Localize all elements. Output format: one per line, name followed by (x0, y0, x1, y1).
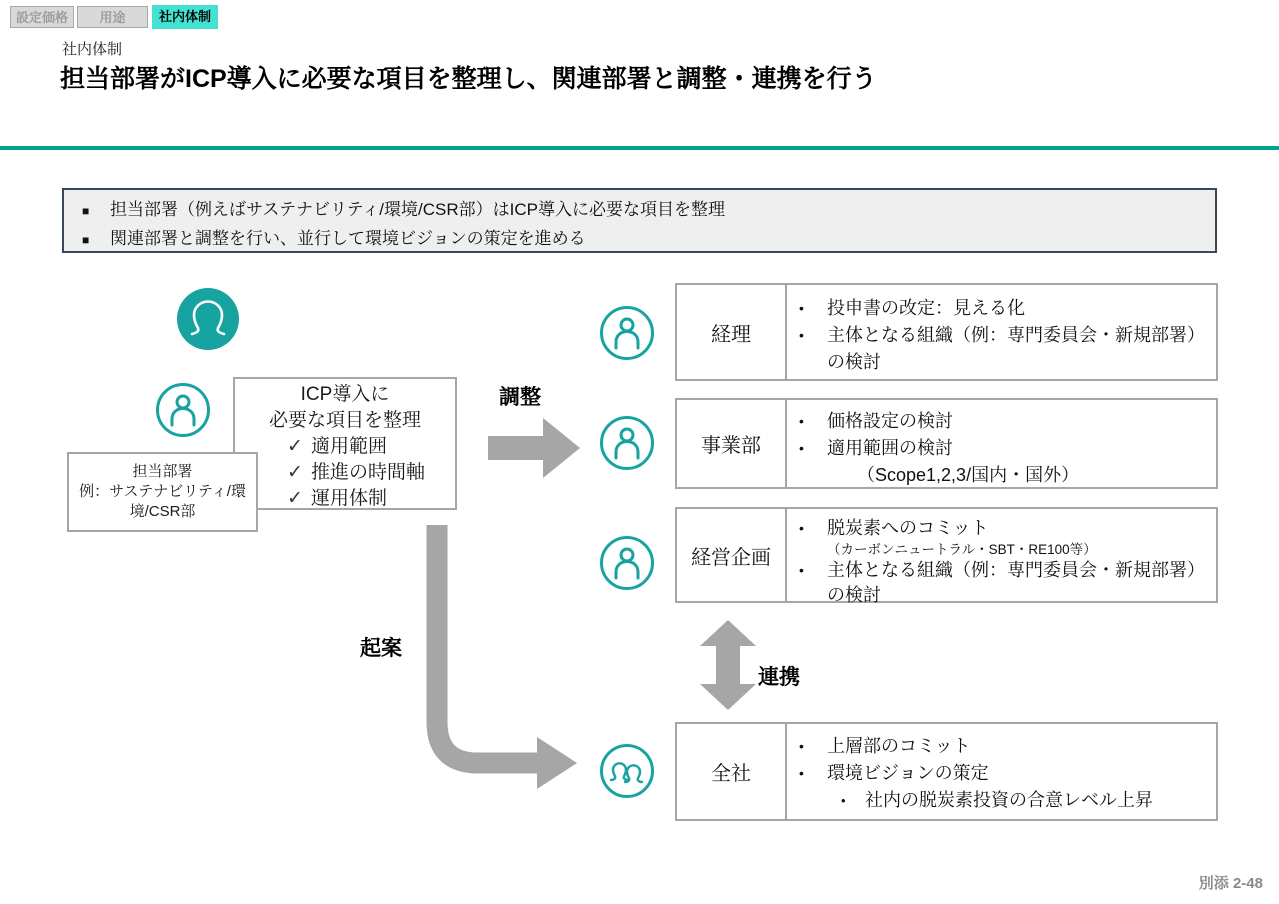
dot-bullet-icon: • (841, 793, 846, 808)
tab-shanai-taisei[interactable]: 社内体制 (152, 5, 218, 29)
dot-bullet-icon: • (799, 765, 804, 781)
check-icon: ✓ (287, 462, 303, 483)
task-box-title-line2: 必要な項目を整理 (268, 410, 421, 431)
check-item (235, 486, 455, 512)
dept-content (787, 724, 1216, 819)
dept-name: 全社 (677, 724, 787, 819)
dept-bullet-text: 投申書の改定：見える化 (827, 298, 1025, 318)
section-eyebrow: 社内体制 (62, 41, 123, 58)
summary-bullet-text: 関連部署と調整を行い、並行して環境ビジョンの策定を進める (110, 229, 586, 248)
dept-bullet-text: 適用範囲の検討 (827, 438, 953, 458)
dot-bullet-icon: • (799, 300, 804, 316)
tab-settei-kakaku[interactable]: 設定価格 (10, 6, 74, 28)
dot-bullet-icon: • (799, 738, 804, 754)
dept-bullet (799, 295, 1208, 322)
collaborate-label: 連携 (758, 666, 800, 689)
check-item-text: 推進の時間軸 (311, 462, 426, 483)
dept-bullet-text: 上層部のコミット (827, 736, 971, 756)
adjust-label: 調整 (499, 386, 541, 409)
dept-content (787, 285, 1216, 379)
task-box-title-line1: ICP導入に (300, 384, 390, 405)
task-box (233, 377, 457, 510)
check-item-text: 適用範囲 (311, 436, 388, 457)
dept-row-jigyobu (675, 398, 1218, 489)
page-number: 別添 2-48 (1198, 875, 1263, 892)
dot-bullet-icon: • (799, 520, 804, 536)
tab-yoto[interactable]: 用途 (77, 6, 148, 28)
check-item-text: 運用体制 (311, 488, 388, 509)
dept-bullet-text: 主体となる組織（例：専門委員会・新規部署）の検討 (827, 325, 1205, 372)
double-arrow-icon (699, 620, 757, 710)
draft-label: 起案 (360, 637, 402, 660)
right-arrow-icon (488, 418, 582, 480)
dept-box (67, 452, 258, 532)
check-icon: ✓ (287, 436, 303, 457)
person-filled-icon (177, 288, 239, 350)
dept-name: 経営企画 (677, 509, 787, 601)
dept-sub-bullet (799, 787, 1208, 814)
dept-bullet-text: 価格設定の検討 (827, 411, 953, 431)
curved-arrow-icon (420, 520, 590, 800)
dept-box-subtitle: 例：サステナビリティ/環境/CSR部 (79, 483, 246, 520)
check-item (235, 434, 455, 460)
dept-row-keiri (675, 283, 1218, 381)
dot-bullet-icon: • (799, 327, 804, 343)
dept-name: 事業部 (677, 400, 787, 487)
dot-bullet-icon: • (799, 440, 804, 456)
dot-bullet-icon: • (799, 413, 804, 429)
check-item (235, 460, 455, 486)
person-outline-icon (599, 535, 655, 591)
dept-bullet-text: 環境ビジョンの策定 (827, 763, 989, 783)
summary-bullet (82, 196, 1205, 225)
dept-bullet (799, 408, 1208, 435)
dept-row-zensha (675, 722, 1218, 821)
dept-bullet (799, 516, 1208, 541)
dept-bullet-text: 脱炭素へのコミット (827, 518, 989, 538)
people-outline-icon (599, 743, 655, 799)
check-icon: ✓ (287, 488, 303, 509)
dept-content (787, 400, 1216, 487)
header-divider (0, 146, 1279, 150)
summary-bullet-text: 担当部署（例えばサステナビリティ/環境/CSR部）はICP導入に必要な項目を整理 (110, 200, 725, 219)
summary-box (62, 188, 1217, 253)
dot-bullet-icon: • (799, 562, 804, 578)
dept-bullet (799, 760, 1208, 787)
person-outline-icon (599, 305, 655, 361)
dept-name: 経理 (677, 285, 787, 379)
dept-bullet-text: 主体となる組織（例：専門委員会・新規部署）の検討 (827, 560, 1205, 605)
square-bullet-icon: ■ (82, 204, 90, 218)
person-outline-icon (599, 415, 655, 471)
summary-bullet (82, 225, 1205, 254)
dept-bullet-continuation: （Scope1,2,3/国内・国外） (857, 465, 1080, 485)
dept-bullet (799, 733, 1208, 760)
dept-sub-bullet-text: 社内の脱炭素投資の合意レベル上昇 (865, 790, 1153, 810)
dept-bullet (799, 322, 1208, 376)
dept-box-title: 担当部署 (132, 463, 193, 480)
dept-content (787, 509, 1216, 605)
dept-bullet-note: （カーボンニュートラル・SBT・RE100等） (827, 542, 1097, 557)
dept-row-keiei-kikaku (675, 507, 1218, 603)
dept-bullet (799, 435, 1208, 462)
square-bullet-icon: ■ (82, 233, 90, 247)
dept-bullet (799, 558, 1208, 608)
person-outline-icon (155, 382, 211, 438)
page-title: 担当部署がICP導入に必要な項目を整理し、関連部署と調整・連携を行う (60, 65, 877, 93)
